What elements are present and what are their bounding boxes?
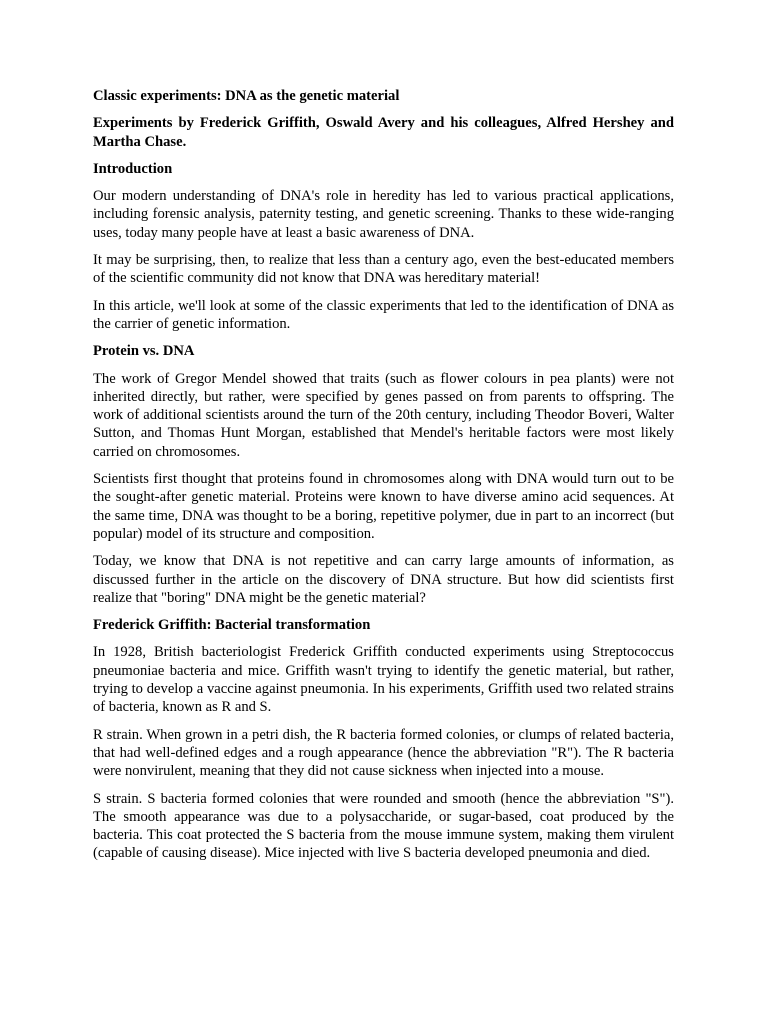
section-heading-protein-vs-dna: Protein vs. DNA — [93, 343, 195, 360]
paragraph: S strain. S bacteria formed colonies that were rounded and smooth (hence the abbreviation "S"). The smooth appearance was due to a polysaccharide, or sugar-based, coat produced by the bacteria. This coat protected the S bacteria from the mouse immune system, making them virulent (capable of causing disease). Mice injected with live S bacteria developed pneumonia and died. — [93, 790, 674, 862]
paragraph: It may be surprising, then, to realize that less than a century ago, even the best-educated members of the scientific community did not know that DNA was hereditary material! — [93, 252, 674, 287]
section-heading-introduction: Introduction — [93, 160, 173, 177]
paragraph: The work of Gregor Mendel showed that traits (such as flower colours in pea plants) were not inherited directly, but rather, were specified by genes passed on from parents to offspring. The work of additional scientists around the turn of the 20th century, including Theodor Boveri, Walter Sutton, and Thomas Hunt Morgan, established that Mendel's heritable factors were most likely carried on chromosomes. — [93, 370, 674, 460]
paragraph: Scientists first thought that proteins found in chromosomes along with DNA would turn out to be the sought-after genetic material. Proteins were known to have diverse amino acid sequences. At the same time, DNA was thought to be a boring, repetitive polymer, due in part to an incorrect (but popular) model of its structure and composition. — [93, 471, 674, 542]
document-title: Classic experiments: DNA as the genetic material — [93, 88, 400, 104]
paragraph: In this article, we'll look at some of the classic experiments that led to the identification of DNA as the carrier of genetic information. — [93, 297, 674, 332]
section-heading-griffith: Frederick Griffith: Bacterial transformation — [93, 617, 371, 634]
paragraph: R strain. When grown in a petri dish, the R bacteria formed colonies, or clumps of related bacteria, that had well-defined edges and a rough appearance (hence the abbreviation "R"). The R bacteria were nonvirulent, meaning that they did not cause sickness when injected into a mouse. — [93, 726, 674, 780]
paragraph: Today, we know that DNA is not repetitive and can carry large amounts of information, as discussed further in the article on the discovery of DNA structure. But how did scientists first realize that "boring" DNA might be the genetic material? — [93, 553, 674, 606]
paragraph: In 1928, British bacteriologist Frederick Griffith conducted experiments using Streptococcus pneumoniae bacteria and mice. Griffith wasn't trying to identify the genetic material, but rather, trying to develop a vaccine against pneumonia. In his experiments, Griffith used two related strains of bacteria, known as R and S. — [93, 644, 674, 716]
document-page — [93, 87, 674, 872]
paragraph: Our modern understanding of DNA's role in heredity has led to various practical applications, including forensic analysis, paternity testing, and genetic screening. Thanks to these wide-ranging uses, today many people have at least a basic awareness of DNA. — [93, 188, 674, 241]
document-subtitle: Experiments by Frederick Griffith, Oswald Avery and his colleagues, Alfred Hershey and Martha Chase. — [93, 115, 674, 150]
